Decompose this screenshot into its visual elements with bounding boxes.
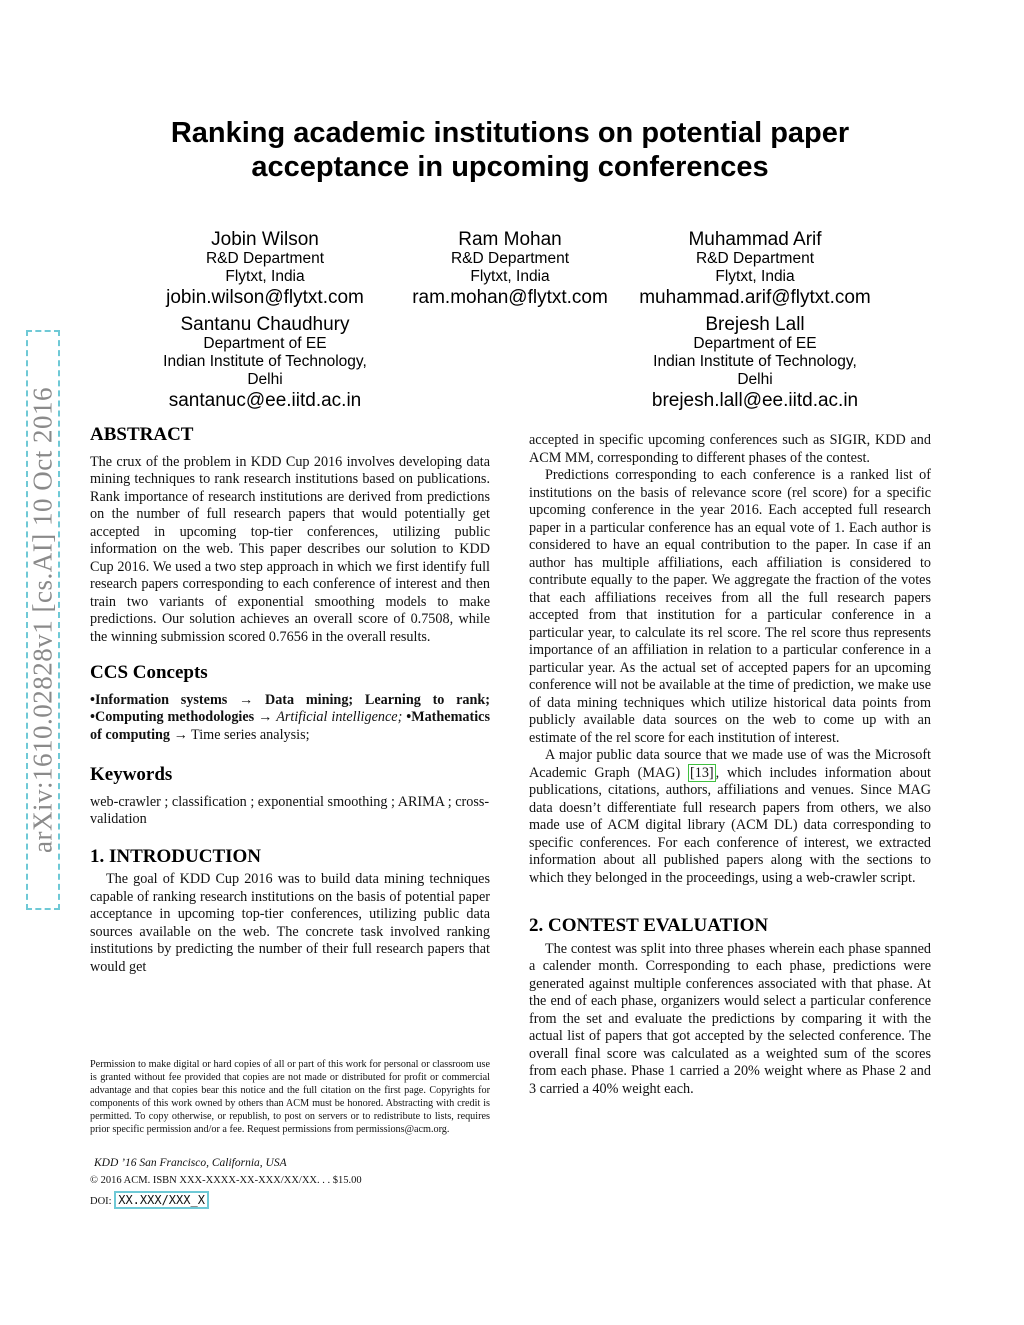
author-block	[385, 230, 635, 310]
paper-title: Ranking academic institutions on potential paper acceptance in upcoming conferences	[170, 117, 850, 183]
ccs-arrow: →	[227, 691, 265, 708]
ccs-heading: CCS Concepts	[90, 662, 208, 683]
ccs-concept: Time series analysis;	[191, 726, 310, 743]
author-email: jobin.wilson@flytxt.com	[166, 287, 364, 308]
ccs-concept: •Mathematics of computing	[90, 709, 490, 743]
author-name: Ram Mohan	[458, 229, 562, 250]
author-name: Jobin Wilson	[211, 229, 319, 250]
author-email: brejesh.lall@ee.iitd.ac.in	[651, 390, 859, 411]
author-email: santanuc@ee.iitd.ac.in	[168, 390, 362, 411]
author-name: Brejesh Lall	[705, 314, 805, 335]
ccs-concept: Data mining; Learning to rank;	[264, 691, 491, 708]
intro-text-part: , which includes information about publications, citations, authors, affiliations and venues. Since MAG data doesn’t differentiate full research papers from others, we also made use of ACM digital library (ACM DL) data corresponding to specific conferences. For each conference of interest, we extracted information about all published papers along with the sections to which they belonged in the proceedings, using a web-crawler script.	[529, 764, 931, 886]
author-dept: R&D Department	[450, 250, 569, 267]
author-org: Flytxt, India	[225, 268, 305, 285]
abstract-heading: ABSTRACT	[90, 424, 194, 445]
author-org: Indian Institute of Technology, Delhi	[653, 353, 857, 388]
citation-link[interactable]: [13]	[690, 764, 714, 781]
author-dept: R&D Department	[695, 250, 814, 267]
arxiv-stamp-text: arXiv:1610.02828v1 [cs.AI] 10 Oct 2016	[27, 387, 58, 853]
intro-paragraph	[529, 747, 931, 887]
abstract-text: The crux of the problem in KDD Cup 2016 involves developing data mining techniques to rank research institutions based on publications. Rank importance of research institutions are derived from predictions on the number of full research papers that would potentially get accepted in upcoming top-tier conferences, utilizing public information on the web. This paper describes our solution to KDD Cup 2016. We used a two step approach in which we first identify full research papers corresponding to each conference of interest and then train two variants of exponential smoothing models to make predictions. Our solution achieves an overall score of 0.7508, while the winning submission scored 0.7656 in the overall results.	[90, 453, 490, 645]
intro-heading: 1. INTRODUCTION	[90, 845, 262, 867]
ccs-arrow: →	[254, 709, 277, 725]
author-email: muhammad.arif@flytxt.com	[639, 287, 871, 308]
doi-label: DOI:	[90, 1196, 115, 1207]
intro-text: The goal of KDD Cup 2016 was to build data mining techniques capable of ranking research institutions on the basis of potential paper acceptance in upcoming top-tier conferences, utilizing public data sources available on the web. The concrete task involved ranking institutions by predicting the number of their full research papers that would get	[90, 871, 490, 975]
doi-link[interactable]: XX.XXX/XXX_X	[114, 1191, 209, 1209]
ccs-concept: •Information systems	[90, 691, 228, 708]
left-column	[90, 426, 490, 976]
author-block	[630, 230, 880, 310]
author-dept: Department of EE	[203, 335, 327, 352]
author-email: ram.mohan@flytxt.com	[412, 287, 608, 308]
ccs-concept: •Computing methodologies	[90, 709, 255, 725]
author-block	[140, 315, 390, 413]
author-org: Flytxt, India	[715, 268, 795, 285]
ccs-text	[90, 692, 490, 745]
permission-notice: Permission to make digital or hard copies of all or part of this work for personal or classroom use is granted without fee provided that copies are not made or distributed for profit or commercial advantage and that copies bear this notice and the full citation on the first page. Copyrights for components of this work owned by others than ACM must be honored. Abstracting with credit is permitted. To copy otherwise, or republish, to post on servers or to redistribute to lists, requires prior specific permission and/or a fee. Request permissions from permissions@acm.org.	[90, 1059, 490, 1135]
contest-heading: 2. CONTEST EVALUATION	[529, 915, 769, 936]
right-column	[529, 432, 931, 1098]
ccs-concept: Artificial intelligence;	[276, 709, 403, 725]
author-name: Muhammad Arif	[688, 229, 822, 250]
ccs-arrow: →	[170, 726, 192, 743]
intro-continued: accepted in specific upcoming conferences such as SIGIR, KDD and ACM MM, corresponding to different phases of the contest.	[529, 432, 931, 466]
keywords-text: web-crawler ; classification ; exponential smoothing ; ARIMA ; cross-validation	[90, 793, 490, 827]
author-name: Santanu Chaudhury	[180, 314, 350, 335]
author-block	[140, 230, 390, 310]
copyright: © 2016 ACM. ISBN XXX-XXXX-XX-XXX/XX/XX. . . $15.00	[90, 1175, 362, 1186]
author-dept: R&D Department	[205, 250, 324, 267]
arxiv-stamp	[26, 330, 60, 910]
intro-paragraph: Predictions corresponding to each conference is a ranked list of institutions on the basis of relevance score (rel score) for a specific upcoming conference in the year 2016. Each accepted full research paper in a particular conference has an equal vote of 1. Each author is considered to have an equal contribution to the paper. In case if an author has multiple affiliations, each affiliation is considered to contribute equally to the paper. We aggregate the fraction of the votes that each affiliations receives from all the full research papers accepted from that institution for a particular conference in a particular year, to calculate its rel score. The rel score thus represents importance of an affiliation in relation to a particular conference in a particular year. As the actual set of accepted papers for an upcoming conference will not be available at the time of prediction, we make use of data mining techniques which utilize historical data points from publicly available data sources on the web to come up with an estimate of the rel score for each institution of interest.	[529, 467, 931, 746]
keywords-heading: Keywords	[90, 764, 173, 785]
venue: KDD ’16 San Francisco, California, USA	[94, 1157, 287, 1169]
intro-text-part: A major public data source that we made use of was the Microsoft Academic Graph (MAG)	[529, 747, 931, 781]
author-org: Flytxt, India	[470, 268, 550, 285]
contest-text: The contest was split into three phases wherein each phase spanned a calender month. Corresponding to each phase, predictions were generated against multiple conferences associated with that phase. At the end of each phase, organizers would select a particular conference from the set and evaluate the predictions by comparing it with the actual list of papers that got accepted by the selected conference. The overall final score was calculated as a weighted sum of the scores from each phase. Phase 1 carried a 20% weight where as Phase 2 and 3 carried a 40% weight each.	[529, 940, 931, 1097]
author-dept: Department of EE	[693, 335, 817, 352]
author-block	[630, 315, 880, 413]
author-org: Indian Institute of Technology, Delhi	[163, 353, 367, 388]
doi-line	[90, 1193, 209, 1207]
